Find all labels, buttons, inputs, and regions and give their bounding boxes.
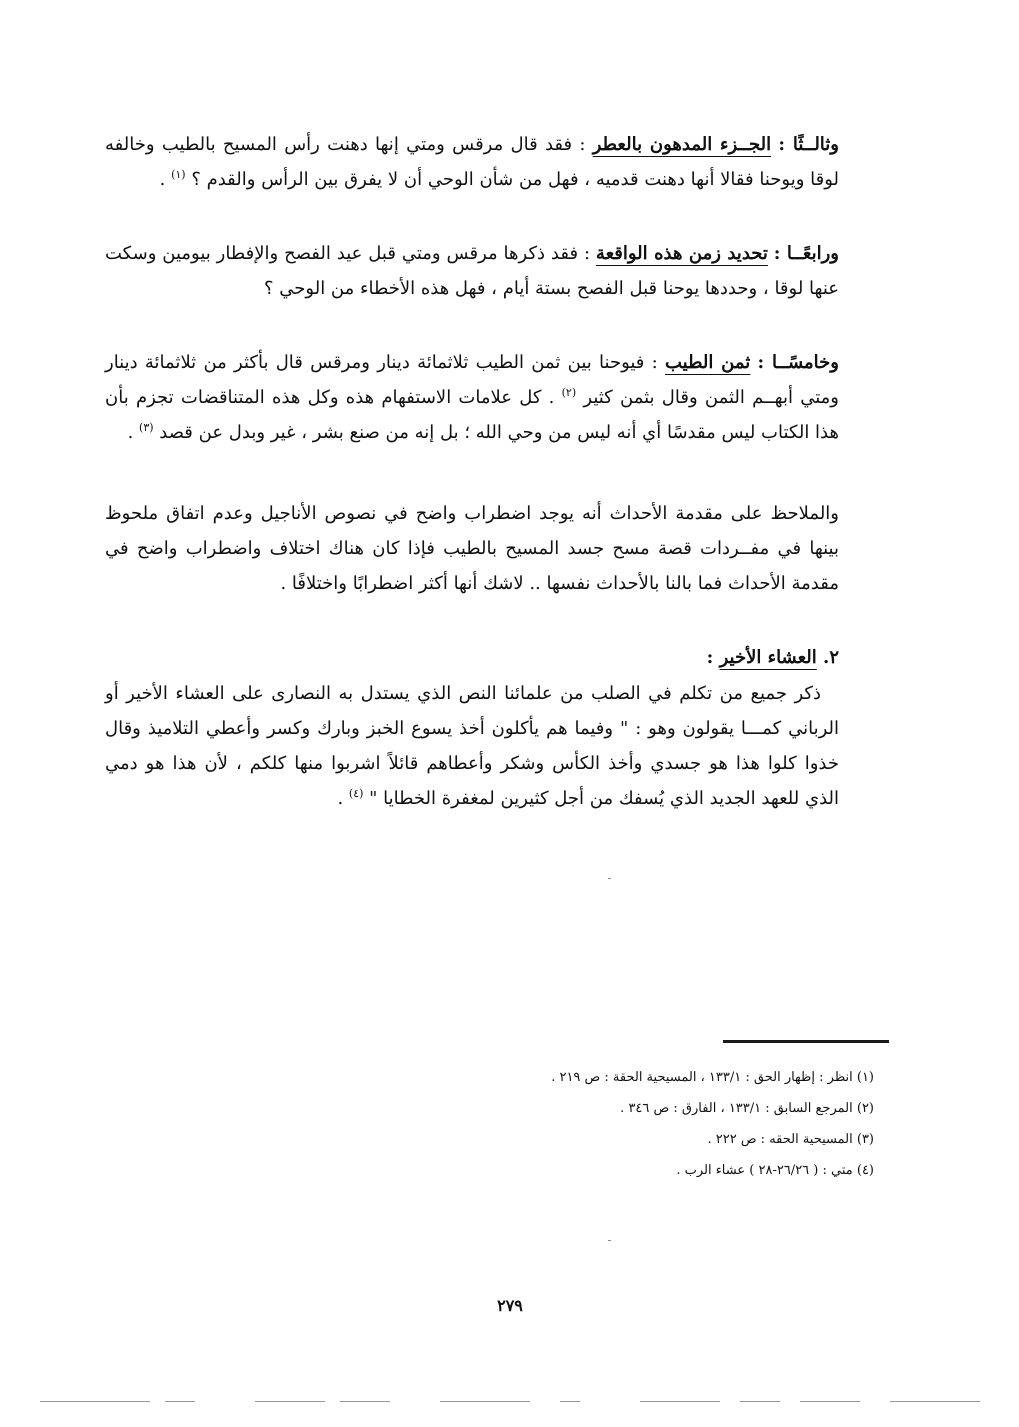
- scan-speck: [608, 1240, 611, 1241]
- scan-edge-marks: [0, 1401, 1019, 1403]
- paragraph-end: .: [337, 788, 349, 809]
- paragraph-text: . كل علامات الاستفهام هذه وكل هذه المتناقضات تجزم بأن هذا الكتاب ليس مقدسًا أي أنه ليس من وحي الله ؛ بل إنه من صنع بشر ، غير وبدل عن قصد: [105, 387, 839, 443]
- section-title: العشاء الأخير: [719, 647, 817, 668]
- paragraph-observation: [105, 496, 839, 601]
- paragraph-label: ورابعًــا :: [773, 243, 839, 264]
- footnote-separator: [723, 1040, 889, 1043]
- paragraph-text: : فقد ذكرها مرقس ومتي قبل عيد الفصح والإفطار بيومين وسكت عنها لوقا ، وحددها يوحنا قبل الفصح بستة أيام ، فهل هذه الأخطاء من الوحي ؟: [105, 243, 839, 299]
- paragraph-text: : فيوحنا بين ثمن الطيب ثلاثمائة دينار ومرقس قال بأكثر من ثلاثمائة دينار ومتي أبهــم الثمن وقال بثمن كثير: [105, 352, 839, 408]
- section-heading: [105, 640, 839, 675]
- paragraph-heading: تحديد زمن هذه الواقعة: [595, 243, 768, 264]
- paragraph-end: .: [159, 169, 172, 190]
- paragraph-last-supper: [105, 676, 839, 816]
- paragraph-third: [105, 127, 839, 197]
- footnote-item: (٣) المسيحية الحقه : ص ٢٢٢ .: [707, 1132, 874, 1147]
- paragraph-label: وخامسًــا :: [757, 352, 839, 373]
- footnote-ref[interactable]: (٢): [561, 386, 577, 399]
- paragraph-label: وثالــثًا :: [778, 134, 839, 155]
- footnote-item: (٢) المرجع السابق : ١٣٣/١ ، الفارق : ص ٣٤٦ .: [620, 1101, 874, 1116]
- page-number: ٢٧٩: [497, 1296, 523, 1315]
- footnote-ref[interactable]: (٤): [348, 787, 364, 800]
- footnote-item: (١) انظر : إظهار الحق : ١٣٣/١ ، المسيحية الحقة : ص ٢١٩ .: [551, 1070, 874, 1085]
- footnote-ref[interactable]: (٣): [139, 421, 154, 434]
- paragraph-text: والملاحظ على مقدمة الأحداث أنه يوجد اضطراب واضح في نصوص الأناجيل وعدم اتفاق ملحوظ بينها في مفــردات قصة مسح جسد المسيح بالطيب فإذا كان هناك اختلاف واضطراب واضح في مقدمة الأحداث فما بالنا بالأحداث نفسها .. لاشك أنها أكثر اضطرابًا واختلافًا .: [105, 503, 840, 594]
- paragraph-heading: الجــزء المدهون بالعطر: [592, 134, 772, 155]
- section-end: :: [706, 647, 720, 668]
- paragraph-text: : فقد قال مرقس ومتي إنها دهنت رأس المسيح بالطيب وخالفه لوقا ويوحنا فقالا أنها دهنت قدميه ، فهل من شأن الوحي أن لا يفرق بين الرأس والقدم ؟: [105, 134, 839, 190]
- paragraph-heading: ثمن الطيب: [664, 352, 751, 373]
- paragraph-end: .: [127, 422, 140, 443]
- footnote-ref[interactable]: (١): [171, 168, 186, 181]
- paragraph-fourth: [105, 236, 839, 306]
- section-number: ٢.: [816, 647, 839, 668]
- footnotes: [380, 1062, 874, 1186]
- footnote-item: (٤) متي : ( ٢٦/٢٦-٢٨ ) عشاء الرب .: [676, 1163, 874, 1178]
- scan-speck: [608, 878, 611, 879]
- paragraph-text: ذكر جميع من تكلم في الصلب من علمائنا النص الذي يستدل به النصارى على العشاء الأخير أو الرباني كمـــا يقولون وهو : " وفيما هم يأكلون أخذ يسوع الخبز وبارك وكسر وأعطي التلاميذ وقال خذوا كلوا هذا هو جسدي وأخذ الكأس وشكر وأعطاهم قائلاً اشربوا منها كلكم ، لأن هذا هو دمي الذي للعهد الجديد الذي يُسفك من أجل كثيرين لمغفرة الخطايا ": [105, 683, 839, 809]
- paragraph-fifth: [105, 345, 839, 450]
